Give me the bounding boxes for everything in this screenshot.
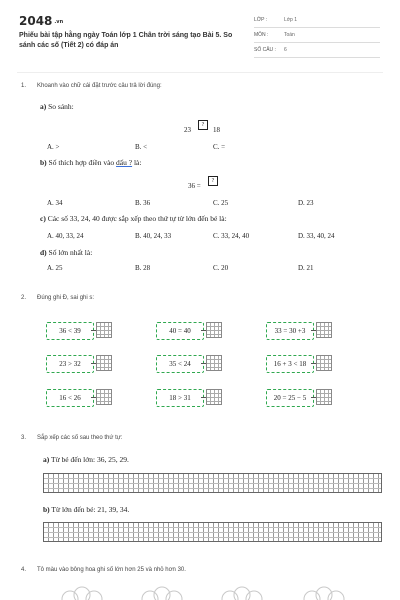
answer-grid[interactable]	[206, 322, 222, 338]
true-false-item	[266, 322, 332, 340]
true-false-item	[156, 322, 222, 340]
flower-icon[interactable]	[142, 587, 182, 600]
question-prompt: Tô màu vào bông hoa ghi số lớn hơn 25 và nhỏ hơn 30.	[37, 567, 186, 573]
meta-class-label: LỚP :	[254, 17, 268, 23]
question-prompt: Khoanh vào chữ cái đặt trước câu trả lời đúng:	[37, 83, 162, 89]
header-divider	[17, 72, 383, 73]
q1b-option-a[interactable]: A. 34	[47, 199, 63, 207]
flower-icon[interactable]	[62, 587, 102, 600]
q1b-statement: b) Số thích hợp điền vào dấu ? là:	[40, 158, 142, 167]
meta-subject-value: Toán	[284, 32, 295, 38]
statement-card: 36 < 39	[46, 322, 94, 340]
q3a-statement: a) Từ bé đến lớn: 36, 25, 29.	[43, 455, 129, 464]
statement-card: 23 > 32	[46, 355, 94, 373]
q1a-left-number: 23	[184, 126, 191, 134]
meta-subject	[254, 28, 380, 43]
q1b-answer-box[interactable]: ?	[208, 176, 218, 186]
q1d-option-a[interactable]: A. 25	[47, 264, 63, 272]
meta-class	[254, 13, 380, 28]
meta-question-count	[254, 43, 380, 58]
q1b-option-d[interactable]: D. 23	[298, 199, 314, 207]
q1a-option-c[interactable]: C. =	[213, 143, 226, 151]
true-false-item	[266, 355, 332, 373]
statement-card: 40 = 40	[156, 322, 204, 340]
question-number: 2.	[21, 295, 27, 301]
flower-row	[50, 585, 370, 600]
statement-card: 33 = 30 +3	[266, 322, 314, 340]
statement-card: 16 + 3 < 18	[266, 355, 314, 373]
q1d-statement: d) Số lớn nhất là:	[40, 248, 93, 257]
statement-card: 20 = 25 − 5	[266, 389, 314, 407]
q1a-option-b[interactable]: B. <	[135, 143, 148, 151]
answer-grid[interactable]	[96, 322, 112, 338]
true-false-item	[46, 355, 112, 373]
q1d-option-c[interactable]: C. 20	[213, 264, 229, 272]
answer-grid[interactable]	[316, 355, 332, 371]
q1a-statement: a) So sánh:	[40, 102, 74, 111]
q1d-option-b[interactable]: B. 28	[135, 264, 151, 272]
true-false-item	[46, 322, 112, 340]
meta-class-value: Lớp 1	[284, 17, 298, 23]
true-false-item	[266, 389, 332, 407]
meta-subject-label: MÔN :	[254, 32, 269, 38]
q1a-option-a[interactable]: A. >	[47, 143, 60, 151]
answer-grid[interactable]	[206, 389, 222, 405]
worksheet-header	[0, 0, 400, 76]
statement-card: 35 < 24	[156, 355, 204, 373]
q1b-option-c[interactable]: C. 25	[213, 199, 229, 207]
question-prompt: Sắp xếp các số sau theo thứ tự:	[37, 435, 123, 441]
answer-grid[interactable]	[96, 389, 112, 405]
true-false-item	[156, 355, 222, 373]
true-false-item	[156, 389, 222, 407]
flower-icon[interactable]	[222, 587, 262, 600]
q1c-option-a[interactable]: A. 40, 33, 24	[47, 232, 84, 240]
answer-grid[interactable]	[96, 355, 112, 371]
q3b-statement: b) Từ lớn đến bé: 21, 39, 34.	[43, 505, 130, 514]
q3b-writing-grid[interactable]	[43, 522, 382, 542]
q1c-statement: c) Các số 33, 24, 40 được sắp xếp theo thứ tự từ lớn đến bé là:	[40, 214, 227, 223]
q1c-option-c[interactable]: C. 33, 24, 40	[213, 232, 250, 240]
q1c-option-d[interactable]: D. 33, 40, 24	[298, 232, 335, 240]
q3a-writing-grid[interactable]	[43, 473, 382, 493]
q1b-expression: 36 =	[188, 182, 201, 190]
q1a-right-number: 18	[213, 126, 220, 134]
statement-card: 16 < 26	[46, 389, 94, 407]
question-number: 3.	[21, 435, 27, 441]
q1c-option-b[interactable]: B. 40, 24, 33	[135, 232, 172, 240]
site-logo[interactable]: 2048 .vn	[19, 14, 64, 28]
question-number: 4.	[21, 567, 27, 573]
meta-count-label: SỐ CÂU :	[254, 47, 276, 53]
answer-grid[interactable]	[206, 355, 222, 371]
answer-grid[interactable]	[316, 389, 332, 405]
flower-icon[interactable]	[304, 587, 344, 600]
q1b-option-b[interactable]: B. 36	[135, 199, 151, 207]
statement-card: 18 > 31	[156, 389, 204, 407]
worksheet-title: Phiếu bài tập hằng ngày Toán lớp 1 Chân trời sáng tạo Bài 5. So sánh các số (Tiết 2) có đáp án	[19, 32, 233, 49]
q1d-option-d[interactable]: D. 21	[298, 264, 314, 272]
q1a-answer-box[interactable]: ?	[198, 120, 208, 130]
meta-count-value: 6	[284, 47, 287, 53]
answer-grid[interactable]	[316, 322, 332, 338]
question-number: 1.	[21, 83, 27, 89]
true-false-item	[46, 389, 112, 407]
question-prompt: Đúng ghi Đ, sai ghi s:	[37, 295, 95, 301]
